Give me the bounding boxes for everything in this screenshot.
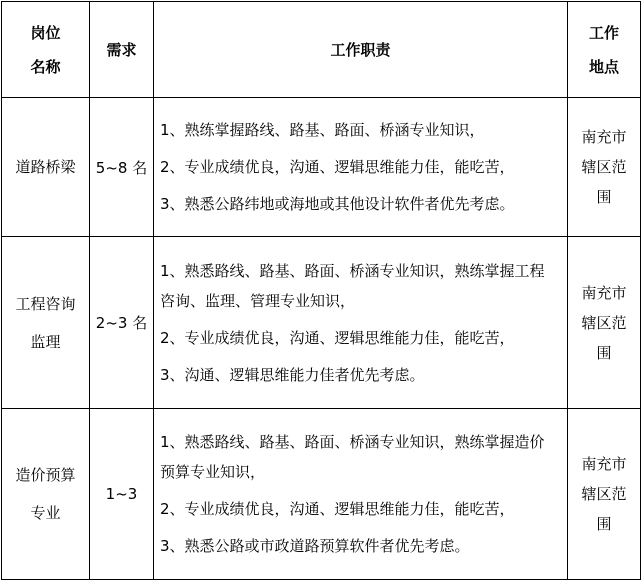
duty-item: 1、熟练掌握路线、路基、路面、桥涵专业知识， — [160, 121, 485, 140]
duty-item: 3、熟悉公路或市政道路预算软件者优先考虑。 — [160, 536, 470, 555]
duty-item: 3、沟通、逻辑思维能力佳者优先考虑。 — [160, 365, 425, 384]
location-cell — [568, 408, 641, 579]
position-cell — [2, 98, 90, 237]
location-cell — [568, 98, 641, 237]
duty-item: 1、熟悉路线、路基、路面、桥涵专业知识，熟练掌握工程咨询、监理、管理专业知识， — [160, 261, 545, 310]
position-cell — [2, 408, 90, 579]
location-line: 南充市 — [581, 454, 627, 473]
header-location-line1: 工作 — [588, 23, 619, 42]
duty-item: 2、专业成绩优良，沟通、逻辑思维能力佳，能吃苦， — [160, 328, 515, 347]
header-location-line2: 地点 — [588, 57, 619, 76]
demand-cell: 2~3 名 — [90, 237, 154, 408]
location-line: 南充市 — [581, 128, 627, 147]
location-line: 辖区范 — [581, 158, 627, 177]
duty-item: 1、熟悉路线、路基、路面、桥涵专业知识，熟练掌握造价预算专业知识， — [160, 432, 545, 481]
header-demand: 需求 — [90, 2, 154, 98]
header-row — [2, 2, 641, 98]
location-line: 辖区范 — [581, 484, 627, 503]
position-cell — [2, 237, 90, 408]
position-name-line2: 监理 — [30, 332, 61, 351]
position-name: 造价预算 — [15, 465, 76, 484]
demand-cell: 5~8 名 — [90, 98, 154, 237]
duty-item: 2、专业成绩优良，沟通、逻辑思维能力佳，能吃苦， — [160, 499, 515, 518]
duty-item: 2、专业成绩优良，沟通、逻辑思维能力佳，能吃苦， — [160, 158, 515, 177]
location-line: 围 — [596, 343, 612, 362]
duty-item: 3、熟悉公路纬地或海地或其他设计软件者优先考虑。 — [160, 195, 515, 214]
header-position-line2: 名称 — [30, 57, 61, 76]
location-line: 围 — [596, 514, 612, 533]
location-line: 围 — [596, 188, 612, 207]
duties-cell — [154, 408, 568, 579]
duties-cell — [154, 237, 568, 408]
duties-cell — [154, 98, 568, 237]
header-duties: 工作职责 — [154, 2, 568, 98]
location-line: 辖区范 — [581, 313, 627, 332]
demand-cell: 1~3 — [90, 408, 154, 579]
table-row — [2, 237, 641, 408]
header-position-line1: 岗位 — [30, 23, 61, 42]
position-name-line2: 专业 — [30, 503, 61, 522]
table-row — [2, 98, 641, 237]
position-name: 工程咨询 — [15, 294, 76, 313]
header-position — [2, 2, 90, 98]
job-table — [1, 1, 641, 580]
position-name: 道路桥梁 — [15, 158, 76, 177]
location-line: 南充市 — [581, 283, 627, 302]
table-row — [2, 408, 641, 579]
location-cell — [568, 237, 641, 408]
header-location — [568, 2, 641, 98]
